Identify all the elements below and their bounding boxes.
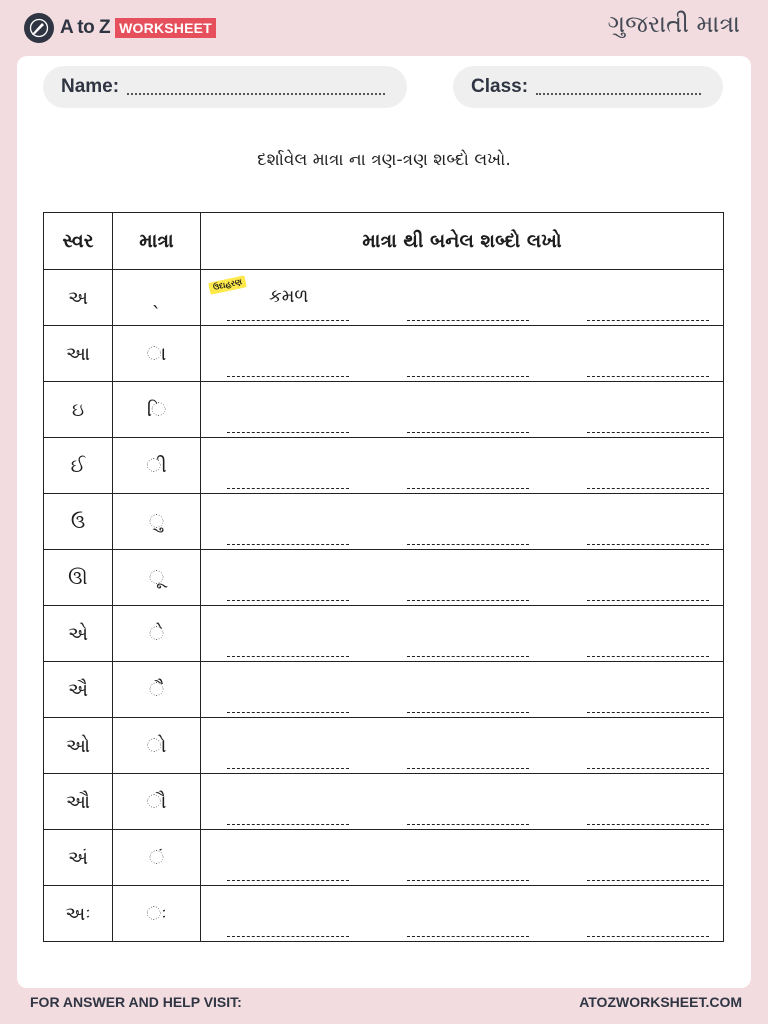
logo-worksheet-badge: WORKSHEET [115,18,216,38]
word-blank[interactable] [407,655,529,657]
swar-cell: અ [44,270,113,326]
word-blank[interactable] [587,935,709,937]
name-field[interactable] [43,66,407,108]
word-blank[interactable] [227,487,349,489]
table-header-row [44,213,724,270]
words-cell[interactable] [201,326,724,382]
matra-cell: ૂ [113,550,201,606]
word-blank[interactable] [587,319,709,321]
word-blank[interactable] [407,767,529,769]
words-cell[interactable] [201,662,724,718]
word-blank[interactable] [587,487,709,489]
swar-cell: ઔ [44,774,113,830]
word-blank[interactable] [407,879,529,881]
swar-cell: અં [44,830,113,886]
brand-logo[interactable] [24,12,216,44]
word-blank[interactable] [227,543,349,545]
example-word: કમળ [269,286,309,307]
word-blank[interactable] [587,599,709,601]
swar-cell: આ [44,326,113,382]
table-row [44,382,724,438]
table-row [44,606,724,662]
words-cell[interactable] [201,550,724,606]
table-row [44,438,724,494]
table-row [44,718,724,774]
word-blank[interactable] [407,375,529,377]
page-header [0,0,768,56]
matra-cell: ા [113,326,201,382]
words-cell[interactable] [201,718,724,774]
matra-cell: ુ [113,494,201,550]
logo-text: A to Z [60,17,111,38]
matra-cell: ૈ [113,662,201,718]
swar-cell: ઉ [44,494,113,550]
table-row [44,830,724,886]
word-blank[interactable] [587,767,709,769]
word-blank[interactable] [407,543,529,545]
example-badge: ઉદાહરણ [208,275,247,294]
word-blank[interactable] [587,711,709,713]
instruction-text: દર્શાવેલ માત્રા ના ત્રણ-ત્રણ શબ્દો લખો. [257,150,511,170]
words-cell[interactable] [201,270,724,326]
word-blank[interactable] [227,319,349,321]
table-row [44,326,724,382]
matra-cell: ઃ [113,886,201,942]
swar-cell: ઇ [44,382,113,438]
page-title: ગુજરાતી માત્રા [607,10,740,38]
matra-cell: ો [113,718,201,774]
swar-cell: એ [44,606,113,662]
matra-cell: ં [113,830,201,886]
matra-cell: ી [113,438,201,494]
table-row [44,886,724,942]
swar-cell: ઊ [44,550,113,606]
swar-cell: અઃ [44,886,113,942]
table-row [44,662,724,718]
pencil-icon [24,13,54,43]
word-blank[interactable] [227,375,349,377]
footer-help-text: FOR ANSWER AND HELP VISIT: [30,994,242,1010]
matra-cell: િ [113,382,201,438]
class-input-line[interactable] [536,93,701,95]
word-blank[interactable] [407,431,529,433]
word-blank[interactable] [407,935,529,937]
table-row [44,550,724,606]
word-blank[interactable] [407,711,529,713]
header-matra: માત્રા [113,213,201,270]
word-blank[interactable] [227,823,349,825]
word-blank[interactable] [227,599,349,601]
worksheet-sheet [17,56,751,988]
class-label: Class: [471,76,529,97]
table-row [44,774,724,830]
swar-cell: ઈ [44,438,113,494]
matra-cell: ˎ [113,270,201,326]
name-label: Name: [61,76,120,97]
table-row [44,270,724,326]
word-blank[interactable] [587,879,709,881]
swar-cell: ઓ [44,718,113,774]
word-blank[interactable] [227,711,349,713]
word-blank[interactable] [227,879,349,881]
word-blank[interactable] [227,655,349,657]
word-blank[interactable] [227,935,349,937]
words-cell[interactable] [201,830,724,886]
header-words: માત્રા થી બનેલ શબ્દો લખો [201,213,724,270]
words-cell[interactable] [201,774,724,830]
words-cell[interactable] [201,886,724,942]
word-blank[interactable] [587,543,709,545]
word-blank[interactable] [587,375,709,377]
matra-cell: ે [113,606,201,662]
class-field[interactable] [453,66,723,108]
matra-table [43,212,724,942]
word-blank[interactable] [407,823,529,825]
word-blank[interactable] [407,319,529,321]
header-swar: સ્વર [44,213,113,270]
word-blank[interactable] [227,431,349,433]
word-blank[interactable] [587,431,709,433]
swar-cell: ઐ [44,662,113,718]
word-blank[interactable] [407,599,529,601]
footer-website-link[interactable]: ATOZWORKSHEET.COM [579,994,742,1010]
word-blank[interactable] [227,767,349,769]
words-cell[interactable] [201,606,724,662]
words-cell[interactable] [201,438,724,494]
word-blank[interactable] [587,823,709,825]
matra-cell: ૌ [113,774,201,830]
table-row [44,494,724,550]
word-blank[interactable] [587,655,709,657]
name-input-line[interactable] [127,93,385,95]
words-cell[interactable] [201,382,724,438]
words-cell[interactable] [201,494,724,550]
word-blank[interactable] [407,487,529,489]
